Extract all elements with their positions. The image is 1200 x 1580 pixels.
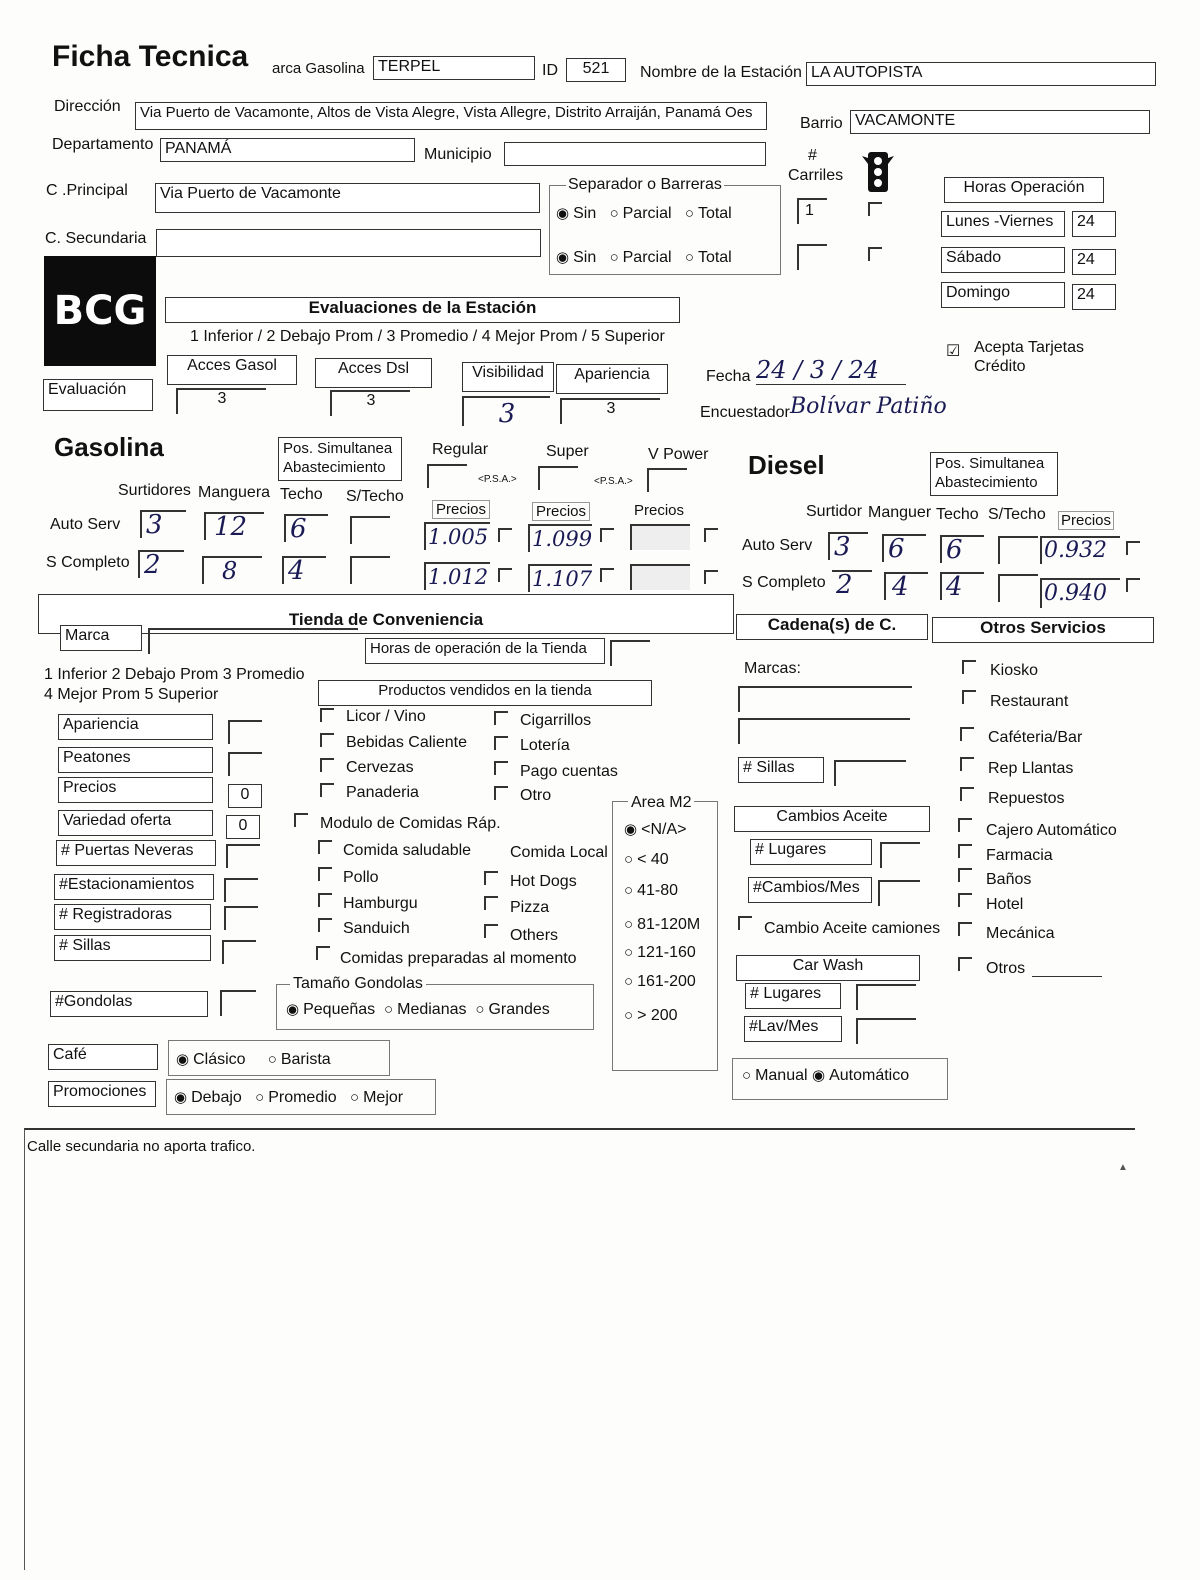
evaluaciones-scale: 1 Inferior / 2 Debajo Prom / 3 Promedio / 4 Mejor Prom / 5 Superior (190, 328, 665, 345)
otro-repuestos-check[interactable] (960, 787, 974, 801)
departamento-field[interactable]: PANAMÁ (160, 138, 415, 162)
dsl-auto-manguer[interactable]: 6 (882, 534, 926, 562)
apariencia-field[interactable]: 3 (560, 398, 660, 424)
radio-icon[interactable]: ○ (742, 1067, 752, 1084)
radio-icon[interactable]: ○ (255, 1089, 265, 1106)
marca-field[interactable]: TERPEL (373, 56, 535, 80)
dsl-comp-surtidor[interactable]: 2 (832, 570, 872, 598)
metric-registradoras-label: # Registradoras (54, 904, 211, 930)
col-techo-d: Techo (936, 506, 979, 523)
gas-auto-vpower-precio[interactable] (630, 524, 690, 550)
departamento-label: Departamento (52, 136, 154, 153)
cadena-sillas-field[interactable] (834, 760, 906, 786)
promociones-options: ◉ Debajo ○ Promedio ○ Mejor (174, 1089, 404, 1106)
comida-pollo: Pollo (343, 869, 379, 886)
gas-comp-manguera[interactable]: 8 (202, 556, 262, 584)
prod-bebidas: Bebidas Caliente (346, 734, 467, 751)
otro-hotel: Hotel (986, 896, 1024, 913)
diesel-auto-serv-label: Auto Serv (742, 537, 813, 554)
tienda-marca-field[interactable] (148, 628, 358, 654)
otro-kiosko: Kiosko (990, 662, 1039, 679)
comida-hamburgu-check[interactable] (318, 893, 332, 907)
option-sin: Sin (573, 205, 597, 222)
fecha-label: Fecha (706, 368, 751, 385)
radio-icon[interactable]: ○ (609, 249, 619, 266)
gas-comp-techo[interactable]: 4 (282, 556, 326, 584)
cambios-mes-label: #Cambios/Mes (748, 877, 872, 903)
acces-gasol-field[interactable]: 3 (176, 388, 266, 414)
otro-llantas: Rep Llantas (988, 760, 1074, 777)
metric-puertas-label: # Puertas Neveras (56, 840, 216, 866)
comidas-preparadas-check[interactable] (316, 946, 330, 960)
col-stecho-d: S/Techo (988, 506, 1046, 523)
marcas-label: Marcas: (744, 660, 801, 677)
radio-icon[interactable]: ○ (609, 205, 619, 222)
col-stecho: S/Techo (346, 488, 404, 505)
metric-puertas-field[interactable] (226, 844, 260, 868)
gas-auto-regular-check[interactable] (498, 528, 512, 542)
cadena-title: Cadena(s) de C. (736, 614, 928, 640)
psa-label-2: <P.S.A.> (594, 476, 633, 487)
otro-banos-check[interactable] (958, 868, 972, 882)
gasolina-title: Gasolina (54, 432, 164, 462)
gas-auto-vpower-check[interactable] (704, 528, 718, 542)
traffic-light-icon (860, 150, 896, 196)
fuel-super-label: Super (546, 443, 589, 460)
otro-restaurant-check[interactable] (962, 690, 976, 704)
dsl-auto-surtidor[interactable]: 3 (828, 532, 868, 560)
col-manguer: Manguer (868, 504, 932, 521)
gondolas-field[interactable] (220, 990, 256, 1016)
semaforo-checkbox-2[interactable] (868, 247, 882, 261)
option-parcial: Parcial (622, 249, 672, 266)
option-total: Total (697, 205, 732, 222)
otro-mecanica: Mecánica (986, 925, 1055, 942)
gas-auto-techo[interactable]: 6 (284, 514, 328, 542)
gas-comp-vpower-precio[interactable] (630, 564, 690, 590)
acepta-checkbox[interactable]: ☑ (946, 343, 961, 360)
horas-label-lunes: Lunes -Viernes (941, 211, 1065, 237)
barrio-label: Barrio (800, 115, 843, 132)
radio-selected-icon[interactable]: ◉ (556, 249, 570, 266)
gas-comp-surtidores[interactable]: 2 (138, 550, 184, 578)
carriles-field-1[interactable]: 1 (797, 198, 827, 224)
horas-label-sabado: Sábado (941, 247, 1065, 273)
dsl-auto-techo[interactable]: 6 (940, 535, 984, 563)
visibilidad-label: Visibilidad (462, 362, 554, 392)
scroll-up-icon[interactable]: ▲ (1118, 1162, 1128, 1173)
comida-local-label: Comida Local (510, 844, 608, 861)
separador-row1 (556, 204, 732, 223)
productos-title: Productos vendidos en la tienda (318, 680, 652, 706)
prod-panaderia-check[interactable] (320, 783, 334, 797)
col-surtidor: Surtidor (806, 503, 863, 520)
diesel-s-completo-label: S Completo (742, 574, 826, 591)
tienda-marca-label: Marca (60, 625, 142, 651)
cambio-camiones-check[interactable] (738, 916, 752, 930)
otro-farmacia: Farmacia (986, 847, 1053, 864)
precios-label-super: Precios (532, 502, 590, 521)
horas-field-lunes[interactable]: 24 (1072, 211, 1116, 237)
comida-hamburgu: Hamburgu (343, 895, 418, 912)
dsl-comp-stecho[interactable] (998, 574, 1038, 602)
marcas-field-1[interactable] (738, 686, 912, 712)
gas-auto-super-precio[interactable]: 1.099 (528, 524, 592, 552)
col-surtidores: Surtidores (118, 482, 191, 499)
radio-icon[interactable]: ○ (624, 916, 634, 933)
gas-auto-super-check[interactable] (600, 528, 614, 542)
otro-mecanica-check[interactable] (958, 922, 972, 936)
comida-saludable: Comida saludable (343, 842, 472, 859)
comida-pollo-check[interactable] (318, 867, 332, 881)
area-option-41-80: ○ 41-80 (624, 882, 678, 899)
otro-hotel-check[interactable] (958, 893, 972, 907)
metric-apariencia-label: Apariencia (58, 714, 213, 740)
vpower-psa-field[interactable] (647, 468, 687, 492)
area-option-200: ○ > 200 (624, 1007, 678, 1024)
comida-others-check[interactable] (484, 924, 498, 938)
cambio-camiones-label: Cambio Aceite camiones (764, 920, 941, 937)
direccion-label: Dirección (54, 98, 121, 115)
direccion-field[interactable]: Via Puerto de Vacamonte, Altos de Vista Alegre, Vista Allegre, Distrito Arraiján, Panamá Oes (135, 102, 767, 130)
radio-selected-icon[interactable]: ◉ (624, 821, 638, 838)
prod-licor: Licor / Vino (346, 708, 426, 725)
separador-title: Separador o Barreras (568, 176, 722, 193)
fecha-field[interactable]: 24 / 3 / 24 (756, 356, 906, 385)
apariencia-label: Apariencia (556, 364, 668, 394)
psa-label-1: <P.S.A.> (478, 474, 517, 485)
tienda-horas-field[interactable] (610, 640, 650, 666)
evaluacion-label: Evaluación (43, 379, 153, 411)
radio-icon[interactable]: ○ (624, 851, 634, 868)
cafe-label: Café (48, 1044, 158, 1070)
page-title: Ficha Tecnica (52, 40, 249, 73)
auto-serv-label: Auto Serv (50, 516, 121, 533)
carriles-label: Carriles (788, 167, 844, 184)
cafe-options: ◉ Clásico ○ Barista (176, 1051, 331, 1068)
dsl-auto-check[interactable] (1126, 541, 1140, 555)
radio-icon[interactable]: ○ (624, 1007, 634, 1024)
promociones-label: Promociones (48, 1081, 156, 1107)
notes-text: Calle secundaria no aporta trafico. (27, 1138, 256, 1155)
gondolas-label: #Gondolas (50, 991, 208, 1017)
gas-comp-super-check[interactable] (600, 568, 614, 582)
lav-mes-label: #Lav/Mes (744, 1016, 842, 1042)
cambios-lugares-field[interactable] (880, 842, 920, 868)
id-field[interactable]: 521 (566, 58, 626, 82)
dsl-comp-check[interactable] (1126, 578, 1140, 592)
comida-hotdogs: Hot Dogs (510, 873, 577, 890)
c-principal-field[interactable]: Via Puerto de Vacamonte (155, 183, 540, 213)
tienda-horas-label: Horas de operación de la Tienda (365, 638, 605, 664)
tienda-scale-2: 4 Mejor Prom 5 Superior (44, 686, 219, 703)
carriles-hash: # (808, 147, 817, 164)
metric-apariencia-field[interactable] (228, 720, 262, 744)
prod-panaderia: Panaderia (346, 784, 419, 801)
otro-restaurant: Restaurant (990, 693, 1069, 710)
metric-sillas-field[interactable] (222, 940, 256, 964)
nombre-label: Nombre de la Estación (640, 64, 802, 81)
area-option-161-200: ○ 161-200 (624, 973, 696, 990)
gas-auto-stecho[interactable] (350, 516, 390, 544)
cambios-lugares-label: # Lugares (750, 839, 872, 865)
metric-estacionamientos-label: #Estacionamientos (54, 874, 214, 900)
metric-precios-label: Precios (58, 777, 213, 803)
dsl-auto-stecho[interactable] (998, 536, 1038, 564)
horas-label-domingo: Domingo (941, 282, 1065, 308)
radio-selected-icon[interactable]: ◉ (812, 1067, 826, 1084)
c-secundaria-label: C. Secundaria (45, 230, 147, 247)
diesel-title: Diesel (748, 450, 825, 480)
radio-icon[interactable]: ○ (684, 205, 694, 222)
cadena-sillas-label: # Sillas (738, 757, 824, 783)
comida-sanduich: Sanduich (343, 920, 410, 937)
carriles-field-2[interactable] (797, 244, 827, 270)
dsl-comp-techo[interactable]: 4 (940, 572, 984, 600)
carwash-lugares-field[interactable] (856, 984, 916, 1010)
precios-label-regular: Precios (432, 500, 490, 519)
prod-otro: Otro (520, 787, 552, 804)
tienda-scale-1: 1 Inferior 2 Debajo Prom 3 Promedio (44, 666, 305, 683)
otro-cajero: Cajero Automático (986, 822, 1117, 839)
comida-saludable-check[interactable] (318, 840, 332, 854)
prod-pago: Pago cuentas (520, 763, 618, 780)
area-title: Area M2 (628, 794, 694, 812)
radio-icon[interactable]: ○ (475, 1001, 485, 1018)
otro-cafeteria: Caféteria/Bar (988, 729, 1083, 746)
otro-repuestos: Repuestos (988, 790, 1065, 807)
acces-dsl-field[interactable]: 3 (330, 390, 410, 416)
col-techo: Techo (280, 486, 323, 503)
horas-field-sabado[interactable]: 24 (1072, 249, 1116, 275)
prod-loteria-check[interactable] (494, 736, 508, 750)
gas-comp-regular-precio[interactable]: 1.012 (424, 562, 490, 590)
comida-hotdogs-check[interactable] (484, 871, 498, 885)
horas-title: Horas Operación (944, 177, 1104, 203)
fuel-regular-label: Regular (432, 441, 489, 458)
prod-pago-check[interactable] (494, 761, 508, 775)
gas-comp-regular-check[interactable] (498, 568, 512, 582)
nombre-field[interactable]: LA AUTOPISTA (806, 62, 1156, 86)
modulo-label: Modulo de Comidas Ráp. (320, 815, 501, 832)
otro-otros-check[interactable] (958, 957, 972, 971)
c-principal-label: C .Principal (46, 182, 128, 199)
dsl-comp-precio[interactable]: 0.940 (1040, 578, 1120, 608)
otro-farmacia-check[interactable] (958, 844, 972, 858)
cambios-mes-field[interactable] (878, 880, 920, 906)
acepta-label: Acepta Tarjetas Crédito (974, 339, 1084, 375)
wash-mode-options: ○ Manual ◉ Automático (742, 1067, 910, 1084)
encuestador-label: Encuestador (700, 404, 790, 421)
super-psa-field[interactable] (538, 466, 578, 490)
carwash-lugares-label: # Lugares (745, 983, 841, 1009)
gas-auto-manguera[interactable]: 12 (204, 512, 264, 540)
precios-label-vpower: Precios (634, 502, 685, 519)
evaluaciones-title: Evaluaciones de la Estación (165, 297, 680, 323)
gas-comp-super-precio[interactable]: 1.107 (528, 564, 592, 592)
option-sin: Sin (573, 249, 597, 266)
area-option-40: ○ < 40 (624, 851, 669, 868)
municipio-label: Municipio (424, 146, 492, 163)
comida-others: Others (510, 927, 559, 944)
radio-icon[interactable]: ○ (624, 973, 634, 990)
metric-peatones-field[interactable] (228, 752, 262, 776)
gas-comp-stecho[interactable] (350, 556, 390, 584)
area-group (612, 801, 718, 1071)
visibilidad-field[interactable]: 3 (462, 396, 550, 426)
radio-icon[interactable]: ○ (267, 1051, 277, 1068)
separador-row2 (556, 248, 732, 267)
radio-selected-icon[interactable]: ◉ (286, 1001, 300, 1018)
marca-label: arca Gasolina (272, 60, 365, 77)
comidas-preparadas: Comidas preparadas al momento (340, 950, 577, 967)
gondolas-options: ◉ Pequeñas ○ Medianas ○ Grandes (286, 1001, 550, 1018)
gas-comp-vpower-check[interactable] (704, 570, 718, 584)
metric-variedad-field[interactable]: 0 (226, 815, 260, 839)
area-option-na: ◉ <N/A> (624, 821, 687, 838)
metric-registradoras-field[interactable] (224, 906, 258, 930)
semaforo-checkbox-1[interactable] (868, 202, 882, 216)
prod-cervezas: Cervezas (346, 759, 414, 776)
lav-mes-field[interactable] (856, 1018, 916, 1044)
tienda-title: Tienda de Conveniencia (38, 594, 734, 634)
carwash-title: Car Wash (736, 955, 920, 981)
metric-precios-field[interactable]: 0 (228, 784, 262, 808)
marcas-field-2[interactable] (738, 718, 910, 744)
cambios-title: Cambios Aceite (734, 806, 930, 832)
col-manguera: Manguera (198, 484, 271, 501)
radio-icon[interactable]: ○ (624, 944, 634, 961)
option-total: Total (697, 249, 732, 266)
notes-area[interactable] (24, 1128, 1135, 1570)
s-completo-label: S Completo (46, 554, 130, 571)
prod-cigarrillos-check[interactable] (494, 711, 508, 725)
gas-auto-regular-precio[interactable]: 1.005 (424, 522, 490, 550)
horas-field-domingo[interactable]: 24 (1072, 284, 1116, 310)
otros-underline[interactable] (1032, 976, 1102, 977)
barrio-field[interactable]: VACAMONTE (850, 110, 1150, 134)
comida-pizza: Pizza (510, 899, 550, 916)
metric-sillas-label: # Sillas (54, 935, 211, 961)
modulo-check[interactable] (294, 813, 308, 827)
prod-cervezas-check[interactable] (320, 758, 334, 772)
fuel-vpower-label: V Power (648, 446, 709, 463)
metric-estacionamientos-field[interactable] (224, 878, 258, 902)
prod-otro-check[interactable] (494, 786, 508, 800)
otro-banos: Baños (986, 871, 1032, 888)
gas-auto-surtidores[interactable]: 3 (140, 510, 186, 538)
comida-sanduich-check[interactable] (318, 918, 332, 932)
prod-loteria: Lotería (520, 737, 570, 754)
col-precios-d: Precios (1058, 511, 1114, 530)
otro-cafeteria-check[interactable] (960, 727, 974, 741)
metric-peatones-label: Peatones (58, 747, 213, 773)
acces-dsl-label: Acces Dsl (315, 358, 432, 388)
id-label: ID (542, 62, 558, 79)
otros-servicios-title: Otros Servicios (932, 617, 1154, 643)
acces-gasol-label: Acces Gasol (167, 355, 297, 385)
radio-selected-icon[interactable]: ◉ (176, 1051, 190, 1068)
metric-variedad-label: Variedad oferta (58, 810, 213, 836)
dsl-auto-precio[interactable]: 0.932 (1040, 536, 1120, 564)
otro-cajero-check[interactable] (958, 818, 972, 832)
radio-selected-icon[interactable]: ◉ (174, 1089, 188, 1106)
otro-kiosko-check[interactable] (962, 660, 976, 674)
otro-otros: Otros (986, 960, 1026, 977)
otro-llantas-check[interactable] (960, 757, 974, 771)
radio-icon[interactable]: ○ (384, 1001, 394, 1018)
gasolina-pos-simultanea: Pos. Simultanea Abastecimiento (278, 437, 402, 481)
radio-icon[interactable]: ○ (624, 882, 634, 899)
dsl-comp-manguer[interactable]: 4 (884, 572, 928, 600)
radio-icon[interactable]: ○ (684, 249, 694, 266)
encuestador-field[interactable]: Bolívar Patiño (790, 394, 947, 419)
radio-icon[interactable]: ○ (350, 1089, 360, 1106)
radio-selected-icon[interactable]: ◉ (556, 205, 570, 222)
area-option-81-120: ○ 81-120M (624, 916, 701, 933)
prod-cigarrillos: Cigarrillos (520, 712, 592, 729)
regular-psa-field[interactable] (427, 464, 467, 488)
c-secundaria-field[interactable] (156, 229, 541, 257)
bcg-logo: BCG (44, 256, 156, 366)
area-option-121-160: ○ 121-160 (624, 944, 696, 961)
prod-bebidas-check[interactable] (320, 733, 334, 747)
municipio-field[interactable] (504, 142, 766, 166)
option-parcial: Parcial (622, 205, 672, 222)
diesel-pos-simultanea: Pos. Simultanea Abastecimiento (930, 452, 1058, 496)
comida-pizza-check[interactable] (484, 896, 498, 910)
prod-licor-check[interactable] (320, 708, 334, 722)
gondolas-title: Tamaño Gondolas (290, 975, 426, 993)
